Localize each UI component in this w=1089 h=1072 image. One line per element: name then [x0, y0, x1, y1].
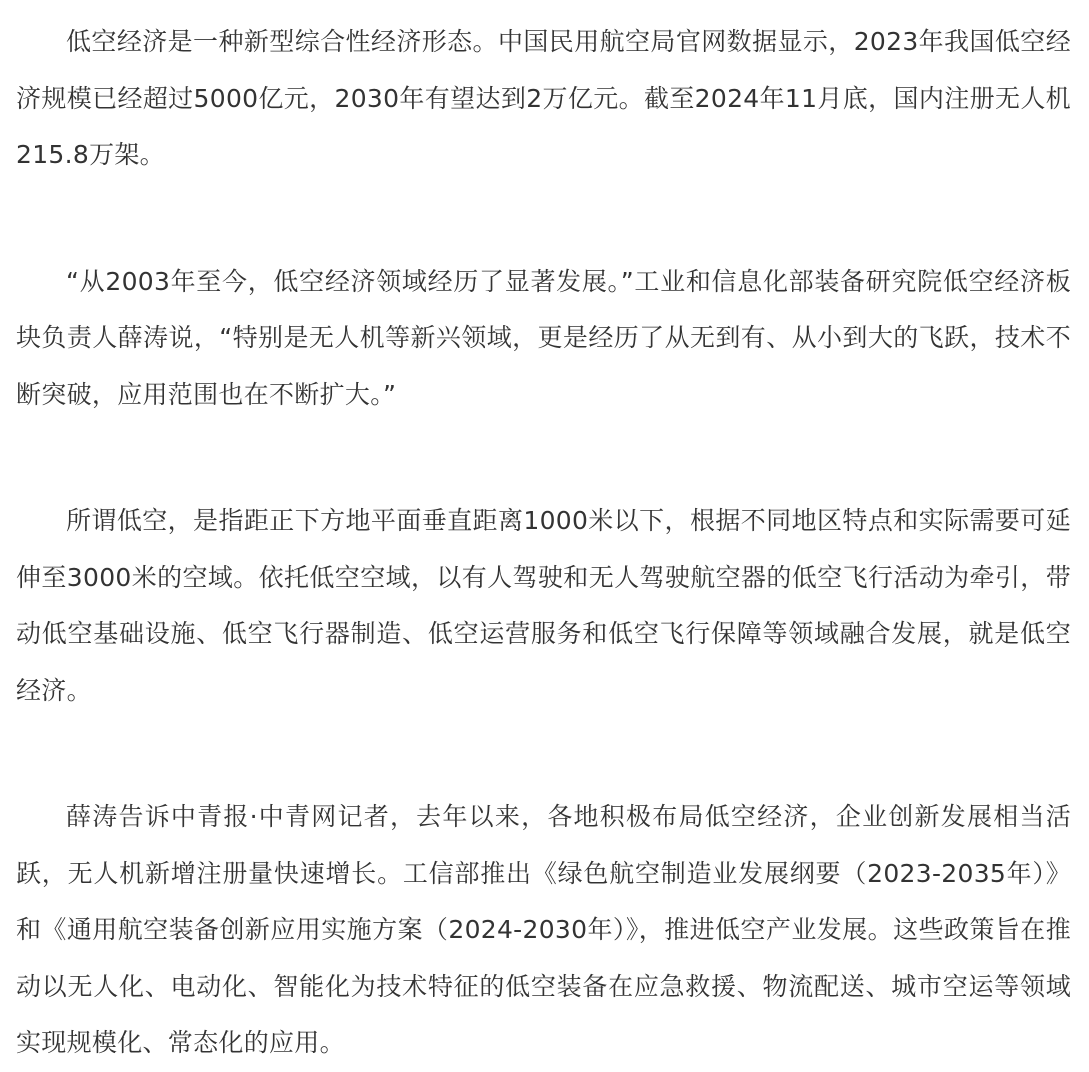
paragraph-policy-development: 薛涛告诉中青报·中青网记者，去年以来，各地积极布局低空经济，企业创新发展相当活跃，无人机新增注册量快速增长。工信部推出《绿色航空制造业发展纲要（2023-2035年）》和《通用航空装备创新应用实施方案（2024-2030年）》，推进低空产业发展。这些政策旨在推动以无人化、电动化、智能化为技术特征的低空装备在应急救援、物流配送、城市空运等领域实现规模化、常态化的应用。 — [16, 802, 1071, 1057]
article-body — [16, 14, 1071, 1072]
paragraph-economy-overview: 低空经济是一种新型综合性经济形态。中国民用航空局官网数据显示，2023年我国低空经济规模已经超过5000亿元，2030年有望达到2万亿元。截至2024年11月底，国内注册无人机215.8万架。 — [16, 27, 1071, 169]
paragraph-low-altitude-definition: 所谓低空，是指距正下方地平面垂直距离1000米以下，根据不同地区特点和实际需要可延伸至3000米的空域。依托低空空域，以有人驾驶和无人驾驶航空器的低空飞行活动为牵引，带动低空基础设施、低空飞行器制造、低空运营服务和低空飞行保障等领域融合发展，就是低空经济。 — [16, 506, 1071, 705]
paragraph-xue-tao-quote: “从2003年至今，低空经济领域经历了显著发展。”工业和信息化部装备研究院低空经济板块负责人薛涛说，“特别是无人机等新兴领域，更是经历了从无到有、从小到大的飞跃，技术不断突破，应用范围也在不断扩大。” — [16, 266, 1071, 409]
